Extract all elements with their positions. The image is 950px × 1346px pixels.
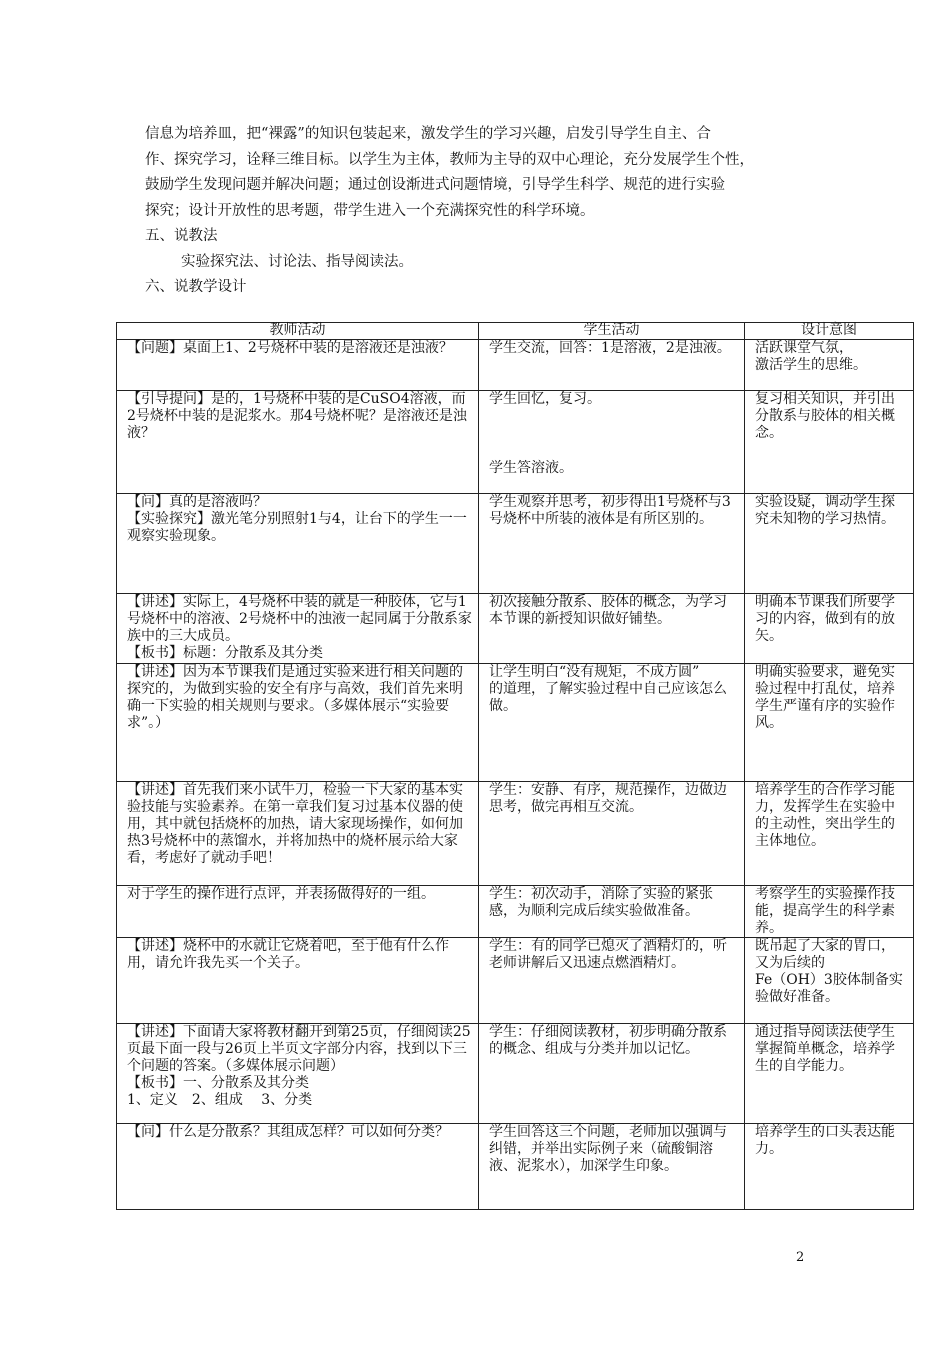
- cell-text: Fe（OH）3胶体制备实验做好准备。: [755, 972, 903, 1005]
- student-activity-cell: [479, 494, 745, 594]
- cell-text: 【问】真的是溶液吗？: [127, 494, 267, 510]
- teacher-activity-cell: [117, 1024, 479, 1124]
- cell-text: 初次接触分散系、胶体的概念，为学习本节课的新授知识做好铺垫。: [489, 594, 727, 627]
- cell-text: 【板书】标题：分散系及其分类: [127, 645, 323, 661]
- cell-text: 复习相关知识，并引出分散系与胶体的相关概念。: [755, 391, 895, 441]
- student-activity-cell: [479, 391, 745, 494]
- table-body: [117, 340, 914, 1210]
- cell-text: 学生：仔细阅读教材，初步明确分散系的概念、组成与分类并加以记忆。: [489, 1024, 727, 1057]
- intro-line: 作、探究学习，诠释三维目标。以学生为主体，教师为主导的双中心理论，充分发展学生个性，: [145, 151, 754, 168]
- teacher-activity-cell: [117, 1124, 479, 1210]
- cell-text: 明确实验要求，避免实验过程中打乱仗，培养学生严谨有序的实验作风。: [755, 664, 895, 731]
- header-intent: 设计意图: [745, 323, 914, 340]
- header-student: 学生活动: [479, 323, 745, 340]
- design-intent-cell: [745, 938, 914, 1024]
- table-row: [117, 782, 914, 886]
- cell-text: 学生交流，回答：1是溶液，2是浊液。: [489, 340, 731, 356]
- table-row: [117, 494, 914, 594]
- section5-body: 实验探究法、讨论法、指导阅读法。: [181, 253, 413, 270]
- student-activity-cell: [479, 1024, 745, 1124]
- cell-text: 【讲述】烧杯中的水就让它烧着吧，至于他有什么作用，请允许我先买一个关子。: [127, 938, 449, 971]
- cell-text: 学生：有的同学已熄灭了酒精灯的，听老师讲解后又迅速点燃酒精灯。: [489, 938, 727, 971]
- teaching-design-table: [116, 322, 914, 1210]
- teacher-activity-cell: [117, 391, 479, 494]
- teacher-activity-cell: [117, 782, 479, 886]
- cell-text: 的道理，了解实验过程中自己应该怎么做。: [489, 681, 727, 714]
- cell-text: 1、定义 2、组成 3、分类: [127, 1092, 313, 1108]
- cell-text: 【讲述】因为本节课我们是通过实验来进行相关问题的探究的，为做到实验的安全有序与高效，我们首先来明确一下实验的相关规则与要求。（多媒体展示“实验要求”。）: [127, 664, 463, 731]
- cell-text: 既吊起了大家的胃口，又为后续的: [755, 938, 895, 971]
- cell-text: 实验设疑，调动学生探究未知物的学习热情。: [755, 494, 895, 527]
- cell-text: 学生回答这三个问题，老师加以强调与纠错，并举出实际例子来（硫酸铜溶液、泥浆水），加深学生印象。: [489, 1124, 727, 1174]
- table-row: [117, 340, 914, 391]
- cell-text: 【实验探究】激光笔分别照射1与4，让台下的学生一一观察实验现象。: [127, 511, 467, 544]
- table-row: [117, 594, 914, 664]
- cell-text: 明确本节课我们所要学习的内容，做到有的放矢。: [755, 594, 895, 644]
- teacher-activity-cell: [117, 886, 479, 938]
- cell-text: 学生观察并思考，初步得出1号烧杯与3号烧杯中所装的液体是有所区别的。: [489, 494, 731, 527]
- cell-text: 考察学生的实验操作技能，提高学生的科学素养。: [755, 886, 895, 936]
- design-intent-cell: [745, 340, 914, 391]
- table-header-row: [117, 323, 914, 340]
- intro-line: 信息为培养皿，把“裸露”的知识包装起来，激发学生的学习兴趣，启发引导学生自主、合: [145, 126, 711, 142]
- student-activity-cell: [479, 340, 745, 391]
- header-teacher: 教师活动: [117, 323, 479, 340]
- design-intent-cell: [745, 664, 914, 782]
- cell-text: 培养学生的口头表达能力。: [755, 1124, 895, 1157]
- design-intent-cell: [745, 594, 914, 664]
- design-intent-cell: [745, 782, 914, 886]
- table-row: [117, 391, 914, 494]
- cell-text: 【问题】桌面上1、2号烧杯中装的是溶液还是浊液？: [127, 340, 453, 356]
- section6-heading: 六、说教学设计: [145, 279, 247, 295]
- design-intent-cell: [745, 1124, 914, 1210]
- cell-text: 【讲述】首先我们来小试牛刀，检验一下大家的基本实验技能与实验素养。在第一章我们复习过基本仪器的使用，其中就包括烧杯的加热，请大家现场操作，如何加热3号烧杯中的蒸馏水，并将加热中的烧杯展示给大家看，考虑好了就动手吧！: [127, 782, 463, 866]
- student-activity-cell: [479, 782, 745, 886]
- student-activity-cell: [479, 664, 745, 782]
- student-activity-cell: [479, 886, 745, 938]
- design-intent-cell: [745, 494, 914, 594]
- section5-heading: 五、说教法: [145, 228, 218, 244]
- cell-text: 学生：安静、有序，规范操作，边做边思考，做完再相互交流。: [489, 782, 727, 815]
- cell-text: 【讲述】实际上，4号烧杯中装的就是一种胶体，它与1号烧杯中的溶液、2号烧杯中的浊液一起同属于分散系家族中的三大成员。: [127, 594, 472, 644]
- teacher-activity-cell: [117, 938, 479, 1024]
- cell-text: 学生回忆，复习。: [489, 391, 601, 407]
- intro-line: 鼓励学生发现问题并解决问题；通过创设渐进式问题情境，引导学生科学、规范的进行实验: [145, 177, 725, 193]
- teacher-activity-cell: [117, 664, 479, 782]
- cell-text: 让学生明白“没有规矩，不成方圆”: [489, 664, 700, 680]
- teacher-activity-cell: [117, 340, 479, 391]
- cell-text: 活跃课堂气氛，: [755, 340, 853, 356]
- cell-text: 对于学生的操作进行点评，并表扬做得好的一组。: [127, 886, 435, 902]
- design-intent-cell: [745, 391, 914, 494]
- cell-text: 【引导提问】是的，1号烧杯中装的是CuSO4溶液，而2号烧杯中装的是泥浆水。那4号烧杯呢？是溶液还是浊液？: [127, 391, 467, 441]
- table-row: [117, 938, 914, 1024]
- design-intent-cell: [745, 886, 914, 938]
- teacher-activity-cell: [117, 494, 479, 594]
- table-row: [117, 1024, 914, 1124]
- table-row: [117, 886, 914, 938]
- cell-text: 激活学生的思维。: [755, 357, 867, 373]
- cell-text: 【板书】一、分散系及其分类: [127, 1075, 309, 1091]
- student-activity-cell: [479, 938, 745, 1024]
- table-row: [117, 1124, 914, 1210]
- cell-text: 培养学生的合作学习能力，发挥学生在实验中的主动性，突出学生的主体地位。: [755, 782, 895, 849]
- table-row: [117, 664, 914, 782]
- teacher-activity-cell: [117, 594, 479, 664]
- cell-text: 【讲述】下面请大家将教材翻开到第25页，仔细阅读25页最下面一段与26页上半页文字部分内容，找到以下三个问题的答案。（多媒体展示问题）: [127, 1024, 471, 1074]
- student-activity-cell: [479, 594, 745, 664]
- page-number: 2: [796, 1250, 805, 1265]
- cell-text: 【问】什么是分散系？其组成怎样？可以如何分类？: [127, 1124, 449, 1140]
- design-intent-cell: [745, 1024, 914, 1124]
- cell-text: 学生答溶液。: [489, 460, 573, 476]
- intro-line: 探究；设计开放性的思考题，带学生进入一个充满探究性的科学环境。: [145, 202, 595, 219]
- intro-text: [145, 122, 825, 301]
- cell-text: 通过指导阅读法使学生掌握简单概念，培养学生的自学能力。: [755, 1024, 895, 1074]
- cell-text: 学生：初次动手，消除了实验的紧张感，为顺利完成后续实验做准备。: [489, 886, 713, 919]
- student-activity-cell: [479, 1124, 745, 1210]
